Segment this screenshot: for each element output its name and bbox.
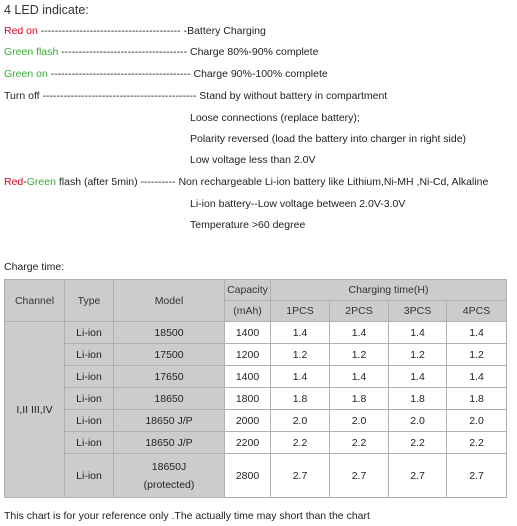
type-cell: Li-ion: [65, 344, 114, 366]
time-cell: 1.4: [447, 322, 507, 344]
time-cell: 2.0: [389, 410, 447, 432]
led-section-title: 4 LED indicate:: [4, 3, 89, 17]
channel-cell: I,II III,IV: [5, 322, 65, 498]
led-turn-off-extra-2: Polarity reversed (load the battery into charger in right side): [190, 133, 467, 145]
time-cell: 1.4: [330, 366, 389, 388]
capacity-cell: 2000: [225, 410, 271, 432]
time-cell: 2.2: [271, 432, 330, 454]
led-red-green-hyphen: -: [23, 176, 27, 188]
led-red-green-desc: Non rechargeable Li-ion battery like Lithium,Ni-MH ,Ni-Cd, Alkaline: [178, 176, 489, 188]
led-turn-off-row: [4, 90, 387, 102]
header-charging-time: Charging time(H): [271, 280, 507, 301]
time-cell: 2.2: [330, 432, 389, 454]
time-cell: 1.8: [389, 388, 447, 410]
led-turn-off-label: Turn off: [4, 90, 40, 102]
time-cell: 2.0: [330, 410, 389, 432]
reference-note: This chart is for your reference only .The actually time may short than the chart: [4, 510, 370, 522]
model-cell: 17500: [114, 344, 225, 366]
time-cell: 1.2: [389, 344, 447, 366]
led-red-on-desc: Battery Charging: [187, 25, 266, 37]
time-cell: 2.2: [447, 432, 507, 454]
led-green-on-dashes: ----------------------------------------: [47, 68, 194, 80]
capacity-cell: 1800: [225, 388, 271, 410]
header-channel: Channel: [5, 280, 65, 322]
header-pcs-4: 4PCS: [447, 301, 507, 322]
model-cell: [114, 454, 225, 498]
table-row: [5, 388, 507, 410]
model-cell: 18650: [114, 388, 225, 410]
model-cell: 18650 J/P: [114, 432, 225, 454]
type-cell: Li-ion: [65, 388, 114, 410]
time-cell: 2.7: [330, 454, 389, 498]
led-red-on-dashes: ---------------------------------------- -: [37, 25, 188, 37]
model-line-2: (protected): [143, 478, 195, 491]
time-cell: 1.2: [447, 344, 507, 366]
led-green-on-desc: Charge 90%-100% complete: [193, 68, 328, 80]
led-red-on-label: Red on: [4, 25, 38, 37]
capacity-cell: 2800: [225, 454, 271, 498]
time-cell: 2.0: [447, 410, 507, 432]
time-cell: 1.8: [271, 388, 330, 410]
led-turn-off-dashes: --------------------------------------------: [39, 90, 200, 102]
led-green-flash-dashes: ------------------------------------: [58, 46, 190, 58]
table-row: [5, 344, 507, 366]
led-green-on-label: Green on: [4, 68, 48, 80]
led-red-green-red-label: Red: [4, 176, 24, 188]
type-cell: Li-ion: [65, 410, 114, 432]
table-row: [5, 366, 507, 388]
time-cell: 1.4: [271, 322, 330, 344]
capacity-cell: 1400: [225, 322, 271, 344]
led-red-on-row: [4, 25, 266, 37]
led-red-green-extra-2: Temperature >60 degree: [190, 219, 306, 231]
type-cell: Li-ion: [65, 322, 114, 344]
time-cell: 2.7: [271, 454, 330, 498]
header-pcs-1: 1PCS: [271, 301, 330, 322]
header-capacity-unit: (mAh): [225, 301, 271, 322]
header-pcs-3: 3PCS: [389, 301, 447, 322]
led-red-green-extra-1: Li-ion battery--Low voltage between 2.0V-3.0V: [190, 198, 406, 210]
charge-time-title: Charge time:: [4, 261, 65, 273]
table-row: [5, 410, 507, 432]
capacity-cell: 2200: [225, 432, 271, 454]
table-row: [5, 432, 507, 454]
model-cell: 18500: [114, 322, 225, 344]
table-row: [5, 454, 507, 498]
led-red-green-rest: flash (after 5min) ----------: [55, 176, 179, 188]
time-cell: 1.4: [447, 366, 507, 388]
led-green-on-row: [4, 68, 328, 80]
charge-time-table: [4, 279, 507, 498]
time-cell: 2.2: [389, 432, 447, 454]
time-cell: 1.4: [389, 322, 447, 344]
model-cell: 18650 J/P: [114, 410, 225, 432]
time-cell: 1.4: [271, 366, 330, 388]
header-type: Type: [65, 280, 114, 322]
type-cell: Li-ion: [65, 366, 114, 388]
table-row: [5, 322, 507, 344]
led-turn-off-extra-3: Low voltage less than 2.0V: [190, 154, 316, 166]
led-turn-off-extra-1: Loose connections (replace battery);: [190, 112, 360, 124]
capacity-cell: 1400: [225, 366, 271, 388]
capacity-cell: 1200: [225, 344, 271, 366]
model-cell: 17650: [114, 366, 225, 388]
time-cell: 1.8: [330, 388, 389, 410]
time-cell: 1.4: [330, 322, 389, 344]
time-cell: 2.7: [389, 454, 447, 498]
led-green-flash-label: Green flash: [4, 46, 59, 58]
led-red-green-row: [4, 176, 488, 188]
led-red-green-green-label: Green: [26, 176, 56, 188]
time-cell: 2.0: [271, 410, 330, 432]
header-capacity: Capacity: [225, 280, 271, 301]
led-turn-off-desc: Stand by without battery in compartment: [199, 90, 388, 102]
header-model: Model: [114, 280, 225, 322]
time-cell: 1.2: [330, 344, 389, 366]
time-cell: 2.7: [447, 454, 507, 498]
time-cell: 1.8: [447, 388, 507, 410]
model-line-1: 18650J: [151, 460, 187, 473]
header-pcs-2: 2PCS: [330, 301, 389, 322]
led-green-flash-desc: Charge 80%-90% complete: [190, 46, 319, 58]
led-green-flash-row: [4, 46, 318, 58]
type-cell: Li-ion: [65, 454, 114, 498]
time-cell: 1.4: [389, 366, 447, 388]
type-cell: Li-ion: [65, 432, 114, 454]
time-cell: 1.2: [271, 344, 330, 366]
